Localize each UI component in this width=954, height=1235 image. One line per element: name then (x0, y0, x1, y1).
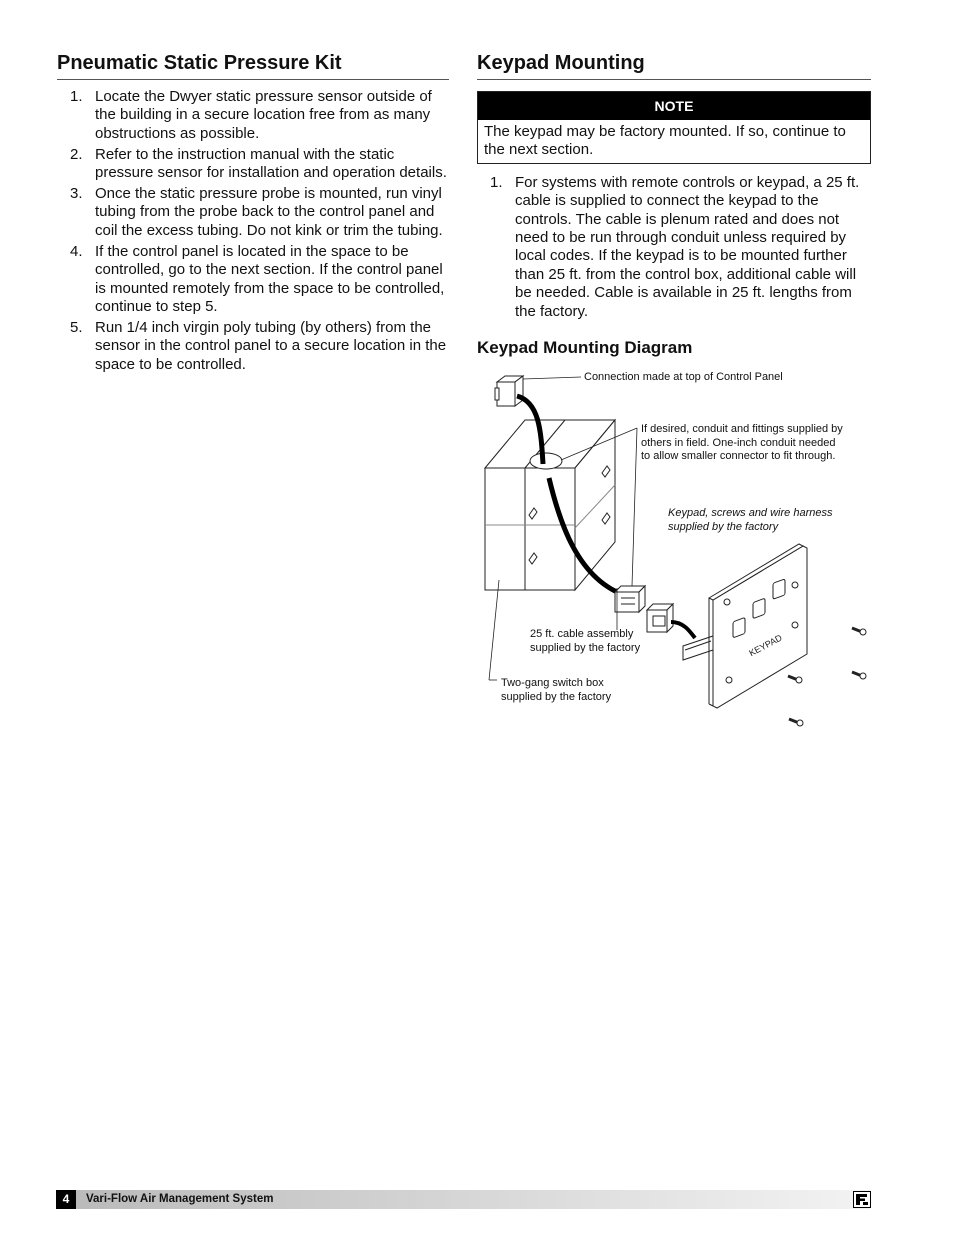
section-title-keypad: Keypad Mounting (477, 50, 871, 80)
list-item (57, 185, 449, 240)
step-number: 2. (70, 145, 83, 163)
step-number: 1. (490, 173, 503, 191)
step-number: 5. (70, 318, 83, 336)
step-text: Refer to the instruction manual with the static pressure sensor for installation and operation details. (95, 145, 447, 182)
pneumatic-steps-list (57, 88, 449, 374)
keypad-supply-label-line: Keypad, screws and wire harness (668, 507, 833, 519)
conduit-label-line: If desired, conduit and fittings supplied by (641, 423, 843, 435)
switch-box-label-line: supplied by the factory (501, 690, 612, 703)
diagram-title: Keypad Mounting Diagram (477, 338, 693, 358)
harness-connector-drawing (647, 604, 713, 660)
list-item (477, 174, 871, 321)
left-column (57, 50, 449, 377)
cable-label (530, 628, 640, 655)
step-text: Locate the Dwyer static pressure sensor outside of the building in a secure location free from as many obstructions as possible. (95, 88, 432, 142)
step-text: Once the static pressure probe is mounted, run vinyl tubing from the probe back to the control panel and coil the excess tubing. Do not kink or trim the tubing. (95, 185, 443, 239)
footer-title: Vari-Flow Air Management System (86, 1193, 274, 1205)
section-title-pneumatic: Pneumatic Static Pressure Kit (57, 50, 449, 80)
connection-label: Connection made at top of Control Panel (584, 371, 783, 383)
keypad-steps-list (477, 174, 871, 321)
keypad-supply-label-line: supplied by the factory (668, 520, 779, 533)
note-text: The keypad may be factory mounted. If so, continue to the next section. (484, 123, 846, 159)
right-column (477, 50, 871, 359)
brand-logo-icon (853, 1191, 871, 1208)
cable-label-line: 25 ft. cable assembly (530, 628, 634, 640)
top-connector-drawing (495, 376, 523, 406)
step-number: 1. (70, 88, 83, 105)
step-text: If the control panel is located in the space to be controlled, go to the next section. If the control panel is mounted remotely from the space to be controlled, continue to step 5. (95, 242, 445, 315)
keypad-plate-drawing (709, 544, 807, 708)
conduit-label-line: others in field. One-inch conduit needed (641, 436, 836, 449)
page-footer (56, 1190, 870, 1209)
keypad-supply-label (668, 507, 832, 534)
keypad-mounting-diagram (477, 360, 877, 740)
conduit-label-line: to allow smaller connector to fit through. (641, 450, 836, 462)
note-box (477, 91, 871, 164)
note-heading: NOTE (478, 92, 870, 120)
step-number: 3. (70, 185, 83, 203)
switch-box-label-line: Two-gang switch box (501, 677, 604, 689)
page-number: 4 (56, 1190, 76, 1209)
list-item (57, 243, 449, 317)
step-text: Run 1/4 inch virgin poly tubing (by others) from the sensor in the control panel to a secure location in the space to be controlled. (95, 318, 447, 373)
list-item (57, 319, 449, 374)
list-item (57, 88, 449, 143)
cable-connector-drawing (615, 586, 645, 612)
cable-label-line: supplied by the factory (530, 641, 641, 654)
step-text: For systems with remote controls or keypad, a 25 ft. cable is supplied to connect the keypad to the controls. The cable is plenum rated and does not need to be run through conduit unless required by local codes. If the keypad is to be mounted further than 25 ft. from the control box, additional cable will be needed. Cable is available in 25 ft. lengths from the factory. (515, 173, 860, 320)
switch-box-label (501, 677, 611, 704)
list-item (57, 146, 449, 183)
step-number: 4. (70, 242, 83, 260)
keypad-label-text: KEYPAD (747, 632, 784, 659)
conduit-label (641, 423, 843, 464)
